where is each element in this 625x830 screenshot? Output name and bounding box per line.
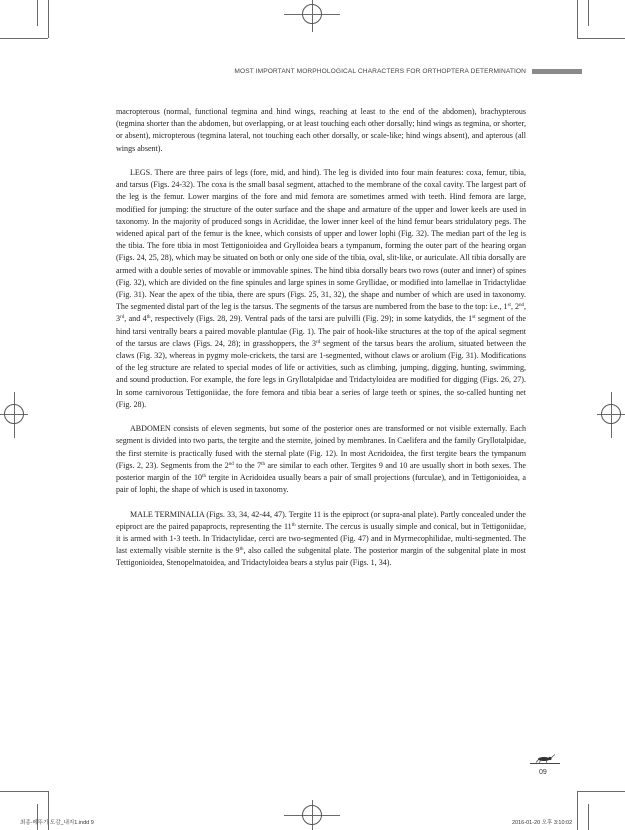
registration-mark-icon — [302, 805, 322, 825]
page-body — [116, 106, 526, 582]
print-slug-timestamp: 2016-01-20 오후 3:10:02 — [512, 820, 573, 826]
paragraph-male-terminalia: MALE TERMINALIA (Figs. 33, 34, 42-44, 47). Tergite 11 is the epiproct (or supra-anal plate). Partly concealed under the epiproct are the paired papaprocts, representing the 11th sternite. The cercus is usually simple and conical, but in Tettigoniidae, it is armed with 1-3 teeth. In Tridactylidae, cerci are two-segmented (Fig. 47) and in Myrmecophilidae, multi-segmented. The last externally visible sternite is the 9th, also called the subgenital plate. The posterior margin of the subgenital plate in most Tettigonioidea, Stenopelmatoidea, and Tridactyloidea bears a stylus pair (Figs. 1, 34). — [116, 509, 526, 568]
paragraph-legs: LEGS. There are three pairs of legs (fore, mid, and hind). The leg is divided into four main features: coxa, femur, tibia, and tarsus (Figs. 24-32). The coxa is the small basal segment, attached to the membrane of the coxal cavity. The largest part of the leg is the femur. Lower margins of the fore and mid femora are sometimes armed with teeth. Hind femora are large, modified for jumping: the structure of the outer surface and the shape and armature of the upper and lower keels are used in taxonomy. In the majority of produced songs in Acrididae, the lower inner keel of the hind femur bears stridulatory pegs. The widened apical part of the femur is the knee, which consists of upper and lower lophi (Fig. 32). The median part of the leg is the tibia. The fore tibia in most Tettigonioidea and Grylloidea bears a tympanum, forming the outer part of the hearing organ (Figs. 24, 25, 28), which may be situated on both or only one side of the tibia, oval, slit-like, or auriculate. All tibia dorsally are armed with a double series of movable or immovable spines. The hind tibia dorsally bears two rows (outer and inner) of spines (Fig. 32), which are divided on the fine spinules and large spines in some Gryllidae, or modified into lamellae in Tridactylidae (Fig. 31). Near the apex of the tibia, there are spurs (Figs. 25, 31, 32), the shape and number of which are used in taxonomy. The segmented distal part of the leg is the tarsus. The segments of the tarsus are numbered from the base to the top: i.e., 1st, 2nd, 3rd, and 4th, respectively (Figs. 28, 29). Ventral pads of the tarsi are pulvilli (Fig. 29); in some katydids, the 1st segment of the hind tarsi ventrally bears a paired movable plantulae (Fig. 1). The pair of hook-like structures at the top of the apical segment of the tarsus are claws (Figs. 24, 28); in grasshoppers, the 3rd segment of the tarsus bears the arolium, situated between the claws (Fig. 32), whereas in pygmy mole-crickets, the tarsi are 1-segmented, without claws or arolium (Fig. 31). Modifications of the leg structure are related to special modes of life or activities, such as climbing, jumping, digging, hunting, swimming, and sound production. For example, the fore legs in Gryllotalpidae and Tridactyloidea are modified for digging (Figs. 26, 27). In some carnivorous Tettigoniidae, the fore femora and tibia bear a series of large teeth or spines, the so-called hunting net (Fig. 28). — [116, 168, 527, 409]
print-slug-filename: 최종-메뚜기 도감_내지1.indd 9 — [20, 820, 94, 826]
header-bar — [532, 69, 582, 74]
cricket-icon — [535, 754, 555, 763]
page-number: 09 — [539, 769, 547, 776]
registration-mark-icon — [4, 404, 24, 424]
registration-mark-icon — [302, 4, 322, 24]
registration-mark-icon — [601, 404, 621, 424]
running-header: MOST IMPORTANT MORPHOLOGICAL CHARACTERS FOR ORTHOPTERA DETERMINATION — [234, 68, 526, 75]
footer-rule — [530, 763, 560, 764]
paragraph-wings: macropterous (normal, functional tegmina and hind wings, reaching at least to the end of the abdomen), brachypterous (tegmina shorter than the abdomen, but overlapping, or at least touching each other dorsally; hind wings as tegmina, or shorter, or absent), micropterous (tegmina lateral, not touching each other dorsally, or scale-like; hind wings absent), and apterous (all wings absent). — [116, 107, 526, 153]
paragraph-abdomen: ABDOMEN consists of eleven segments, but some of the posterior ones are transformed or not visible externally. Each segment is divided into two parts, the tergite and the sternite, joined by membranes. In Caelifera and the family Gryllotalpidae, the first sternite is practically fused with the sternal plate (Fig. 12). In most Acridoidea, the first tergite bears the tympanum (Figs. 2, 23). Segments from the 2nd to the 7th are similar to each other. Tergites 9 and 10 are usually short in both sexes. The posterior margin of the 10th tergite in Acridoidea usually bears a pair of small projections (furculae), and in Tettigonioidea, a pair of lophi, the shape of which is used in taxonomy. — [116, 424, 526, 495]
